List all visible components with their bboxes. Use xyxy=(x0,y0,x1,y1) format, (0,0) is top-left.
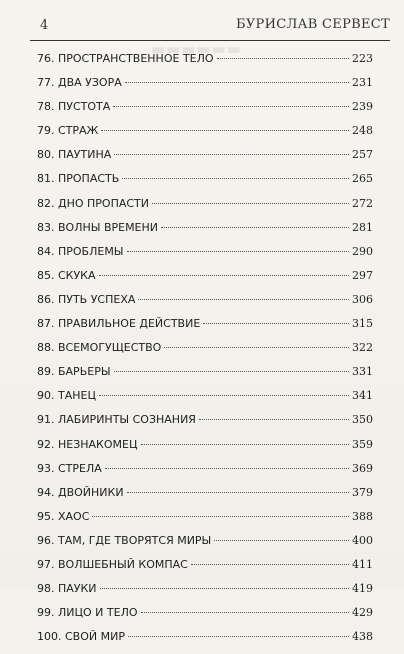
toc-entry-title: 98. ПАУКИ xyxy=(37,582,97,596)
dot-leader xyxy=(92,516,349,517)
toc-entry-page-number: 341 xyxy=(352,389,373,403)
dot-leader xyxy=(127,251,349,252)
toc-entry-page-number: 265 xyxy=(352,172,373,186)
dot-leader xyxy=(152,203,349,204)
toc-entry-title: 88. ВСЕМОГУЩЕСТВО xyxy=(37,341,162,355)
toc-entry-page-number: 411 xyxy=(352,557,373,571)
toc-entry-title: 97. ВОЛШЕБНЫЙ КОМПАС xyxy=(37,557,188,571)
toc-entry xyxy=(37,365,373,389)
toc-entry-page-number: 223 xyxy=(352,52,373,65)
toc-entry-page-number: 239 xyxy=(352,100,373,114)
toc-entry xyxy=(37,438,373,462)
dot-leader xyxy=(105,468,349,469)
dot-leader xyxy=(217,58,349,59)
toc-entry xyxy=(37,124,373,148)
toc-entry xyxy=(37,52,373,76)
toc-entry xyxy=(37,389,373,413)
page-number: 4 xyxy=(40,18,49,33)
toc-entry-title: 91. ЛАБИРИНТЫ СОЗНАНИЯ xyxy=(37,413,196,427)
toc-entry xyxy=(37,341,373,365)
toc-entry-page-number: 297 xyxy=(352,268,373,282)
toc-entry xyxy=(37,558,373,582)
toc-entry xyxy=(37,100,373,124)
running-head: БУРИСЛАВ СЕРВЕСТ xyxy=(235,17,390,32)
dot-leader xyxy=(113,106,349,107)
toc-entry-page-number: 379 xyxy=(352,485,373,499)
toc-entry-page-number: 231 xyxy=(352,76,373,90)
toc-entry-title: 99. ЛИЦО И ТЕЛО xyxy=(37,606,138,620)
toc-entry xyxy=(37,317,373,341)
dot-leader xyxy=(141,444,349,445)
toc-entry-title: 80. ПАУТИНА xyxy=(37,148,112,162)
toc-entry-title: 76. ПРОСТРАНСТВЕННОЕ ТЕЛО xyxy=(37,52,214,65)
toc-entry xyxy=(37,293,373,317)
page-header xyxy=(30,10,390,41)
toc-entry-page-number: 438 xyxy=(352,630,373,644)
toc-entry xyxy=(37,462,373,486)
toc-entry xyxy=(37,510,373,534)
dot-leader xyxy=(191,564,349,565)
toc-entry-page-number: 272 xyxy=(352,196,373,210)
dot-leader xyxy=(101,130,349,131)
dot-leader xyxy=(128,636,349,637)
toc-entry-title: 94. ДВОЙНИКИ xyxy=(37,485,124,499)
toc-entry-title: 87. ПРАВИЛЬНОЕ ДЕЙСТВИЕ xyxy=(37,317,201,331)
dot-leader xyxy=(161,227,349,228)
toc-entry-page-number: 257 xyxy=(352,148,373,162)
toc-entry xyxy=(37,197,373,221)
toc-entry xyxy=(37,245,373,269)
dot-leader xyxy=(164,347,349,348)
toc-entry-title: 83. ВОЛНЫ ВРЕМЕНИ xyxy=(37,220,159,234)
toc-entry-page-number: 419 xyxy=(352,582,373,596)
table-of-contents xyxy=(37,52,373,654)
dot-leader xyxy=(214,540,349,541)
dot-leader xyxy=(114,371,349,372)
toc-entry-title: 100. СВОЙ МИР xyxy=(37,630,125,644)
dot-leader xyxy=(99,395,349,396)
bleed-through-text: ▬▬▬▬▬▬ xyxy=(150,40,242,58)
toc-entry-page-number: 388 xyxy=(352,509,373,523)
toc-entry-title: 81. ПРОПАСТЬ xyxy=(37,172,120,186)
toc-entry-title: 95. ХАОС xyxy=(37,509,90,523)
toc-entry-page-number: 400 xyxy=(352,533,373,547)
toc-entry-page-number: 248 xyxy=(352,124,373,138)
dot-leader xyxy=(122,178,349,179)
toc-entry-page-number: 322 xyxy=(352,341,373,355)
toc-entry-page-number: 429 xyxy=(352,606,373,620)
toc-entry xyxy=(37,172,373,196)
dot-leader xyxy=(127,492,349,493)
toc-entry-title: 78. ПУСТОТА xyxy=(37,100,111,114)
toc-entry-page-number: 315 xyxy=(352,317,373,331)
toc-entry-title: 85. СКУКА xyxy=(37,268,96,282)
dot-leader xyxy=(100,588,349,589)
dot-leader xyxy=(138,299,349,300)
toc-entry xyxy=(37,486,373,510)
toc-entry-page-number: 281 xyxy=(352,220,373,234)
toc-entry-title: 90. ТАНЕЦ xyxy=(37,389,96,403)
toc-entry-page-number: 350 xyxy=(352,413,373,427)
toc-entry-page-number: 331 xyxy=(352,365,373,379)
toc-entry xyxy=(37,413,373,437)
toc-entry xyxy=(37,582,373,606)
toc-entry xyxy=(37,534,373,558)
dot-leader xyxy=(199,419,349,420)
dot-leader xyxy=(141,612,349,613)
toc-entry-title: 92. НЕЗНАКОМЕЦ xyxy=(37,437,138,451)
toc-entry-page-number: 290 xyxy=(352,244,373,258)
toc-entry-title: 84. ПРОБЛЕМЫ xyxy=(37,244,124,258)
toc-entry xyxy=(37,221,373,245)
toc-entry-title: 96. ТАМ, ГДЕ ТВОРЯТСЯ МИРЫ xyxy=(37,533,212,547)
toc-entry-title: 89. БАРЬЕРЫ xyxy=(37,365,111,379)
toc-entry-title: 86. ПУТЬ УСПЕХА xyxy=(37,292,136,306)
toc-entry xyxy=(37,76,373,100)
toc-entry-page-number: 369 xyxy=(352,461,373,475)
toc-entry-title: 77. ДВА УЗОРА xyxy=(37,76,122,90)
dot-leader xyxy=(114,154,349,155)
toc-entry xyxy=(37,630,373,654)
toc-entry-page-number: 306 xyxy=(352,292,373,306)
toc-entry-page-number: 359 xyxy=(352,437,373,451)
dot-leader xyxy=(203,323,349,324)
toc-entry xyxy=(37,148,373,172)
toc-entry-title: 82. ДНО ПРОПАСТИ xyxy=(37,196,149,210)
dot-leader xyxy=(125,82,349,83)
toc-entry-title: 93. СТРЕЛА xyxy=(37,461,102,475)
toc-entry xyxy=(37,269,373,293)
dot-leader xyxy=(99,275,349,276)
toc-entry-title: 79. СТРАЖ xyxy=(37,124,99,138)
toc-entry xyxy=(37,606,373,630)
